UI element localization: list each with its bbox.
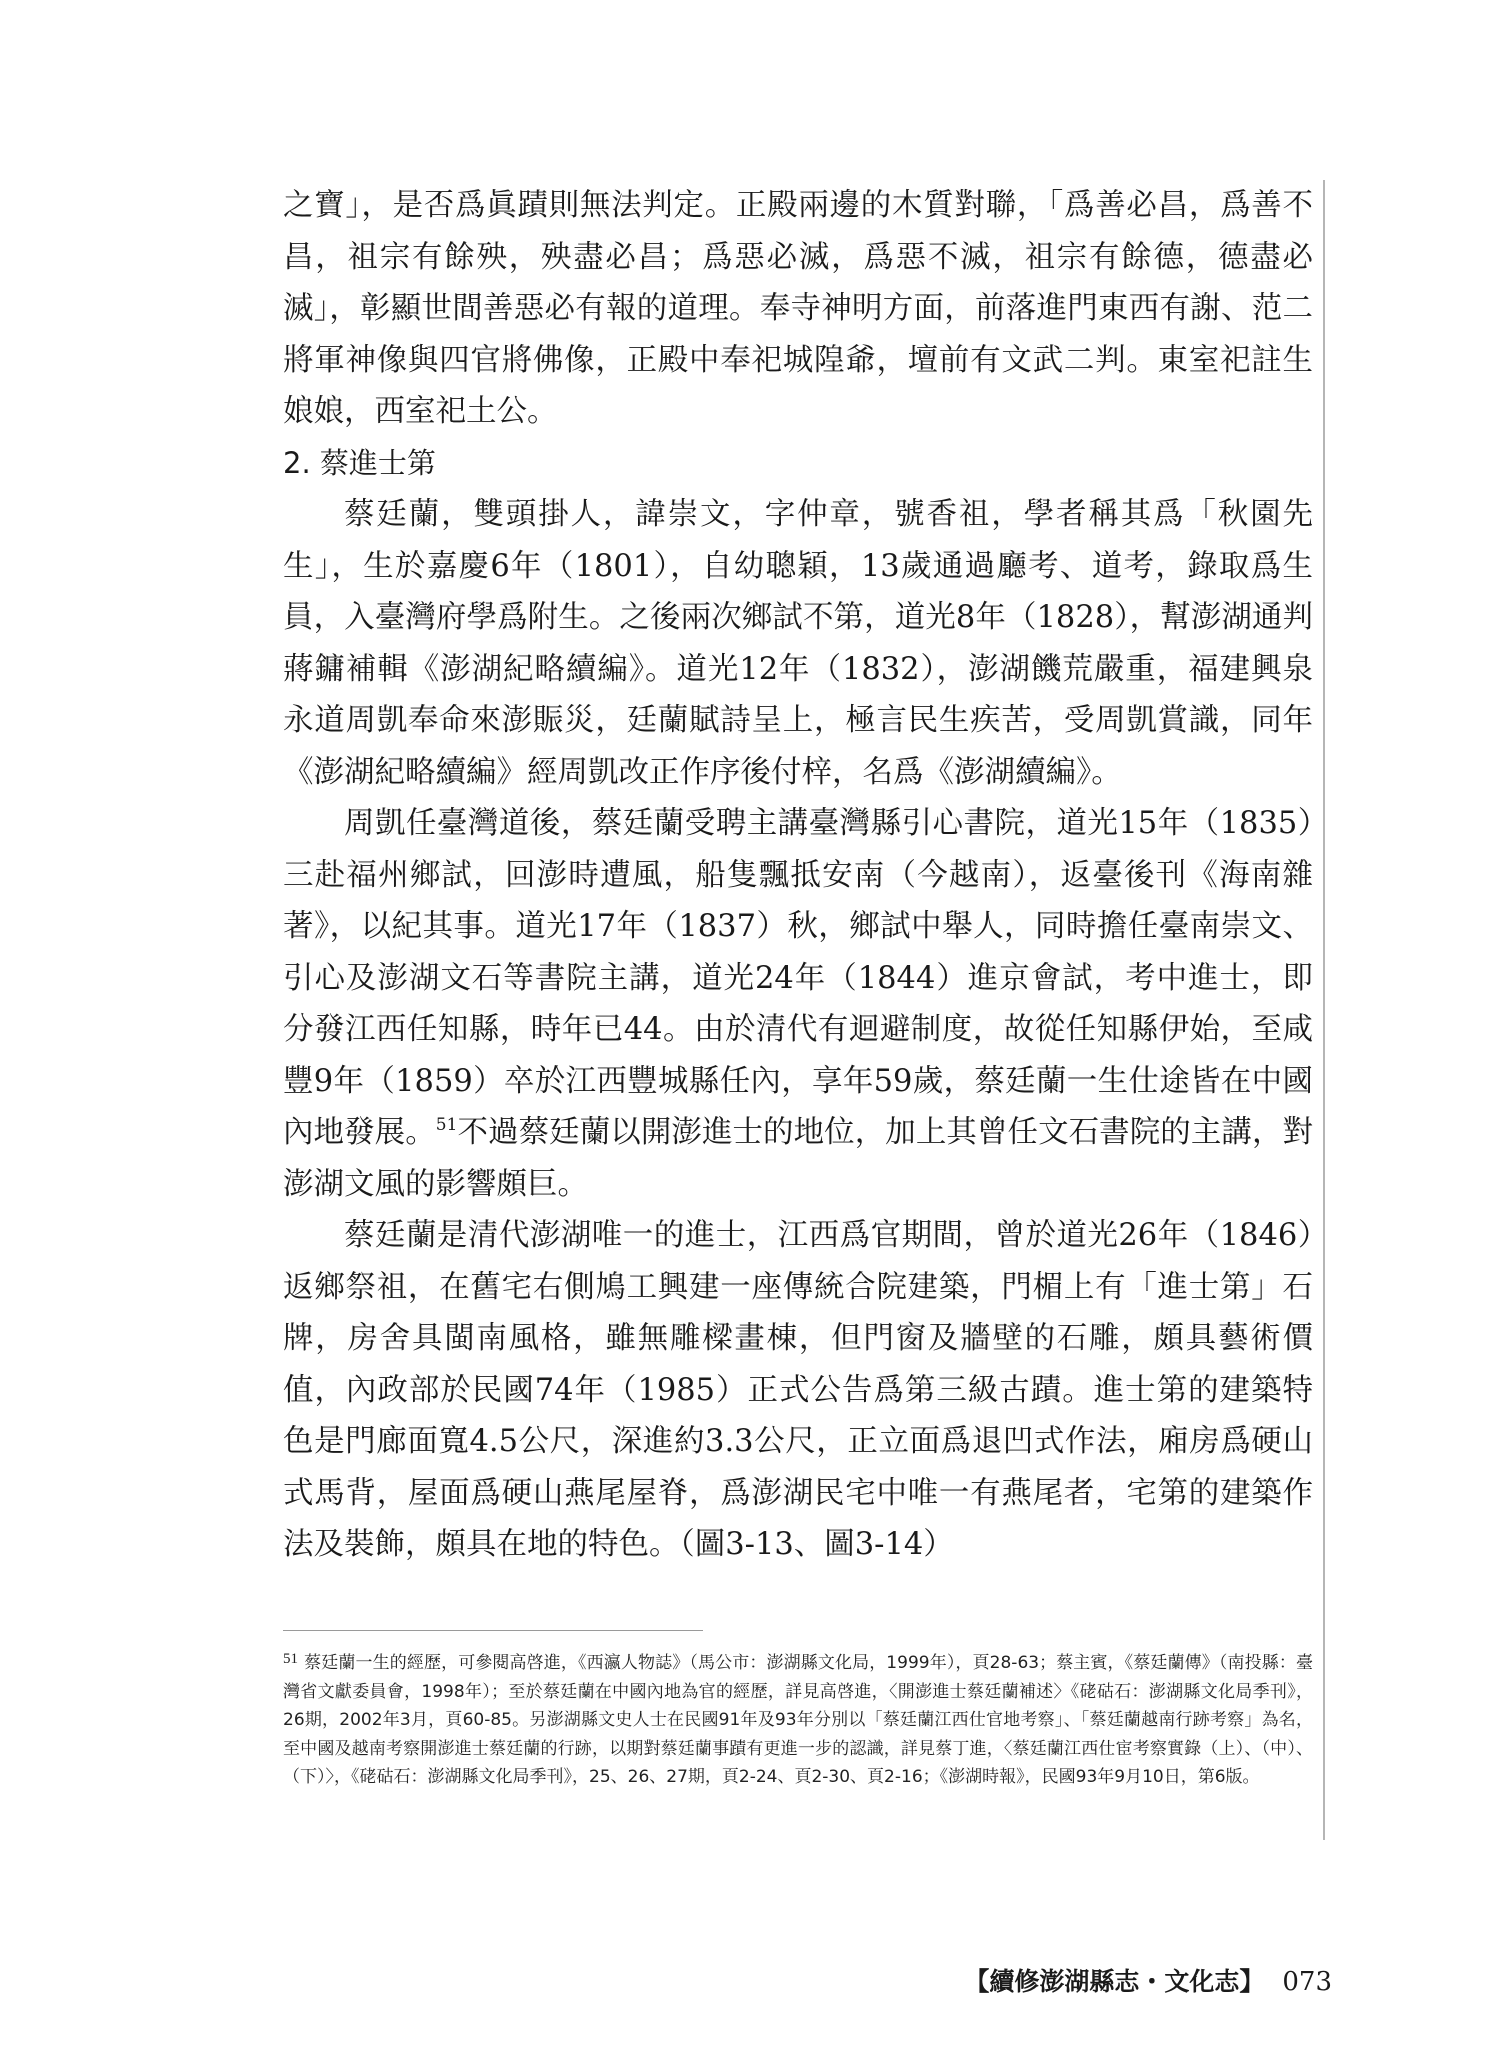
footnote-reference[interactable]: 51 xyxy=(435,1115,458,1135)
section-heading: 2. 蔡進士第 xyxy=(283,445,436,480)
page-number: 073 xyxy=(1282,1967,1332,1997)
main-text xyxy=(283,180,1313,1571)
paragraph-continued: 之寶」，是否爲眞蹟則無法判定。正殿兩邊的木質對聯，「爲善必昌，爲善不昌，祖宗有餘殃，殃盡必昌；爲惡必滅，爲惡不滅，祖宗有餘德，德盡必滅」，彰顯世間善惡必有報的道理。奉寺神明方面，前落進門東西有謝、范二將軍神像與四官將佛像，正殿中奉祀城隍爺，壇前有文武二判。東室祀註生娘娘，西室祀土公。 xyxy=(283,188,1313,429)
page-footer xyxy=(964,1962,1332,1998)
footnote-divider xyxy=(283,1630,703,1631)
footnote-text: 蔡廷蘭一生的經歷，可參閱高啓進，《西瀛人物誌》（馬公市：澎湖縣文化局，1999年），頁28-63；蔡主賓，《蔡廷蘭傳》（南投縣：臺灣省文獻委員會，1998年）；至於蔡廷蘭在中國內地為官的經歷，詳見高啓進，〈開澎進士蔡廷蘭補述〉《硓𥑮石：澎湖縣文化局季刊》，26期，2002年3月，頁60-85。另澎湖縣文史人士在民國91年及93年分別以「蔡廷蘭江西仕官地考察」、「蔡廷蘭越南行跡考察」為名，至中國及越南考察開澎進士蔡廷蘭的行跡，以期對蔡廷蘭事蹟有更進一步的認識，詳見蔡丁進，〈蔡廷蘭江西仕宦考察實錄（上）、（中）、（下）〉，《硓𥑮石：澎湖縣文化局季刊》，25、26、27期，頁2-24、頁2-30、頁2-16；《澎湖時報》，民國93年9月10日，第6版。 xyxy=(283,1653,1313,1787)
book-title: 【續修澎湖縣志・文化志】 xyxy=(964,1967,1265,1996)
footnote-number: 51 xyxy=(283,1651,298,1667)
paragraph-1: 蔡廷蘭，雙頭掛人，諱崇文，字仲章，號香祖，學者稱其爲「秋園先生」，生於嘉慶6年（1801），自幼聰穎，13歲通過廳考、道考，錄取爲生員，入臺灣府學爲附生。之後兩次鄉試不第，道光8年（1828），幫澎湖通判蔣鏞補輯《澎湖紀略續編》。道光12年（1832），澎湖饑荒嚴重，福建興泉永道周凱奉命來澎賑災，廷蘭賦詩呈上，極言民生疾苦，受周凱賞識，同年《澎湖紀略續編》經周凱改正作序後付梓，名爲《澎湖續編》。 xyxy=(283,497,1313,790)
footnote xyxy=(283,1645,1313,1792)
paragraph-3: 蔡廷蘭是清代澎湖唯一的進士，江西爲官期間，曾於道光26年（1846）返鄉祭祖，在舊宅右側鳩工興建一座傳統合院建築，門楣上有「進士第」石牌，房舍具閩南風格，雖無雕樑畫棟，但門窗及牆壁的石雕，頗具藝術價值，內政部於民國74年（1985）正式公告爲第三級古蹟。進士第的建築特色是門廊面寬4.5公尺，深進約3.3公尺，正立面爲退凹式作法，廂房爲硬山式馬背，屋面爲硬山燕尾屋脊，爲澎湖民宅中唯一有燕尾者，宅第的建築作法及裝飾，頗具在地的特色。（圖3-13、圖3-14） xyxy=(283,1218,1313,1562)
paragraph-2 xyxy=(283,798,1313,1210)
paragraph-2-part-a: 周凱任臺灣道後，蔡廷蘭受聘主講臺灣縣引心書院，道光15年（1835）三赴福州鄉試，回澎時遭風，船隻飄抵安南（今越南），返臺後刊《海南雜著》，以紀其事。道光17年（1837）秋，鄉試中舉人，同時擔任臺南崇文、引心及澎湖文石等書院主講，道光24年（1844）進京會試，考中進士，即分發江西任知縣，時年已44。由於清代有迴避制度，故從任知縣伊始，至咸豐9年（1859）卒於江西豐城縣任內，享年59歲，蔡廷蘭一生仕途皆在中國內地發展。 xyxy=(283,806,1313,1150)
margin-rule xyxy=(1323,180,1325,1840)
paragraph-2-part-b: 不過蔡廷蘭以開澎進士的地位，加上其曾任文石書院的主講，對澎湖文風的影響頗巨。 xyxy=(283,1115,1314,1202)
